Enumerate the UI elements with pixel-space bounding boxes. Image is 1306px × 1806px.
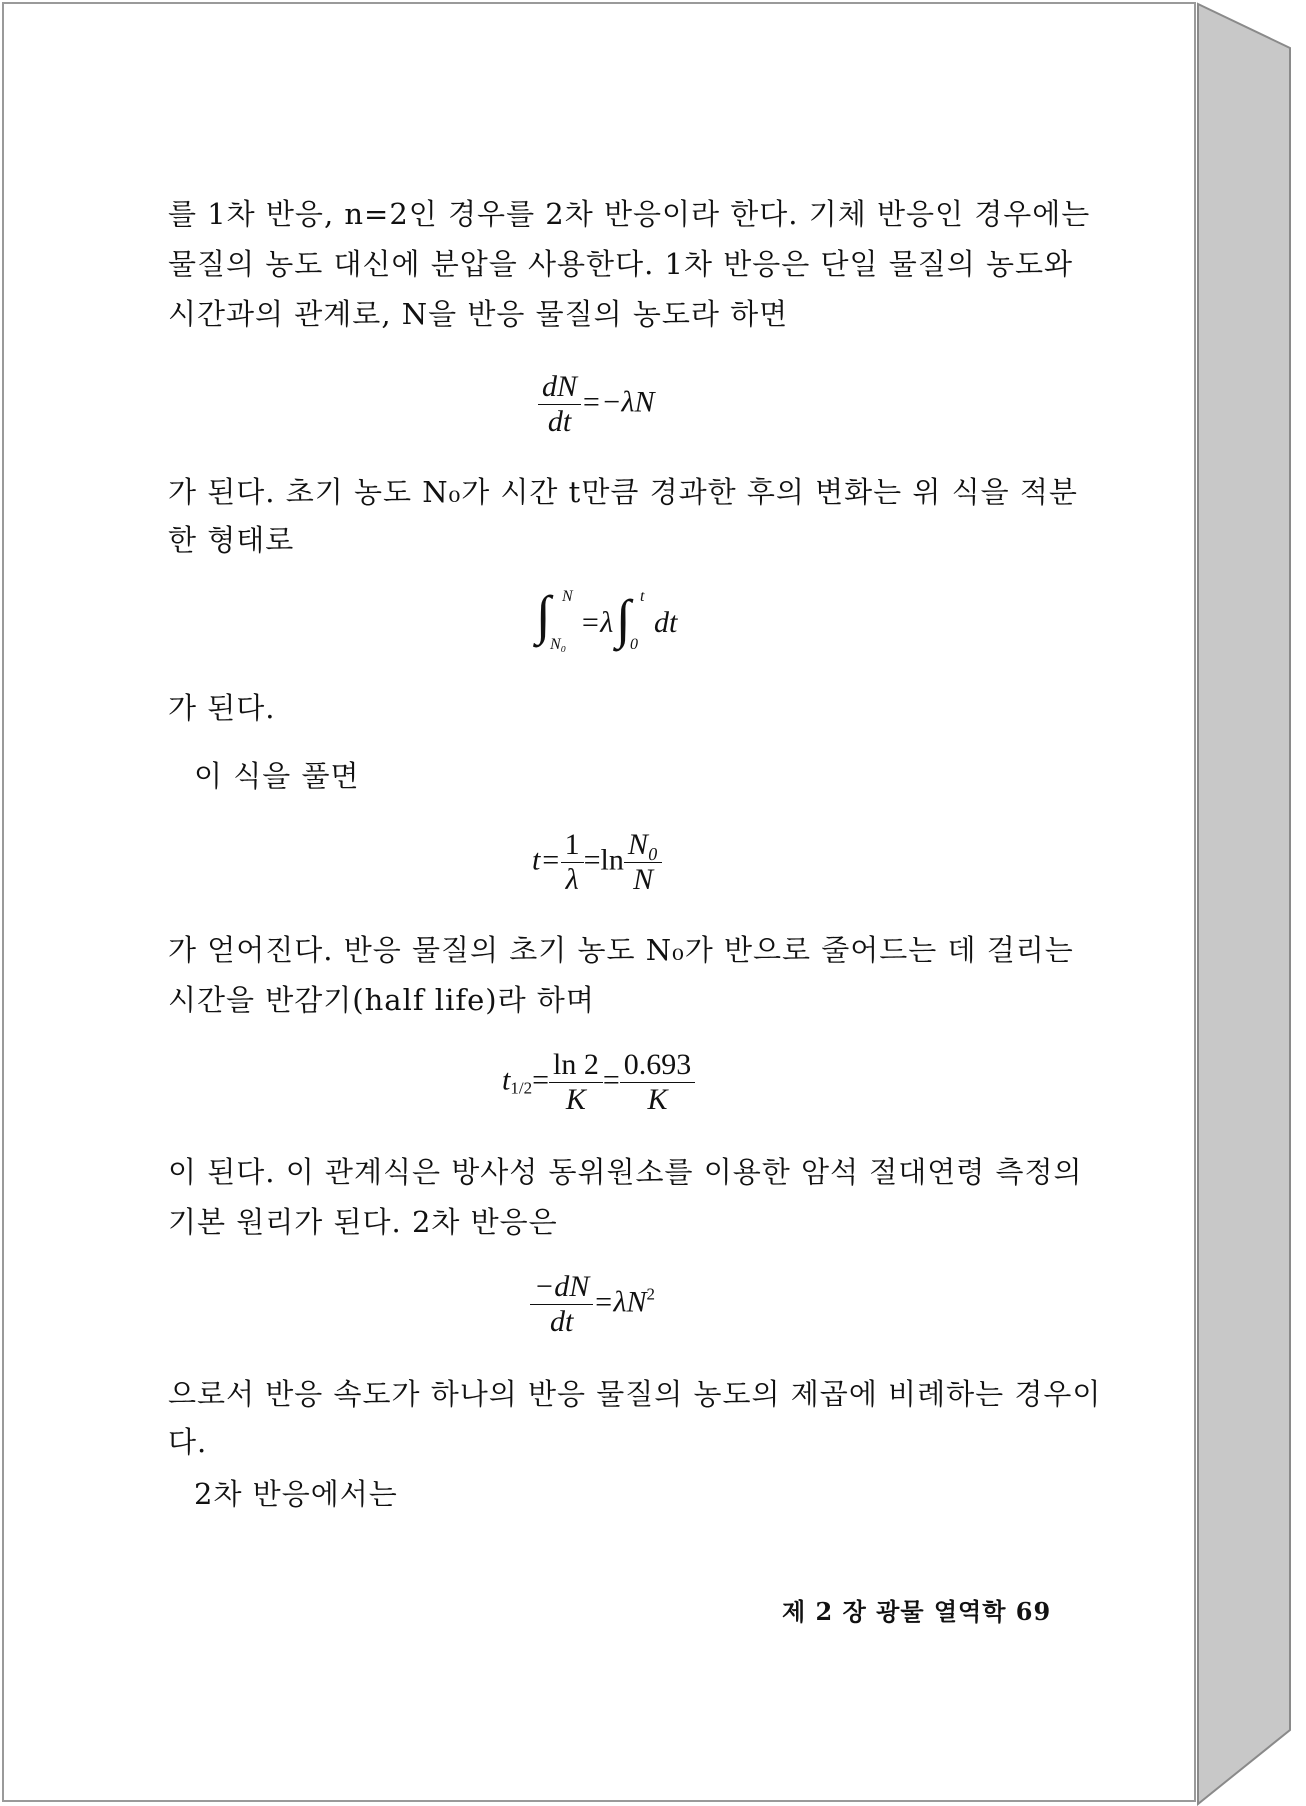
- fraction-n0-over-n: [624, 828, 662, 897]
- fraction-ln2-over-k: [549, 1048, 603, 1117]
- integral-tail: dt: [654, 606, 678, 639]
- text-line-1: 를 1차 반응, n=2인 경우를 2차 반응이라 한다. 기체 반응인 경우에는: [168, 197, 1091, 231]
- fraction-0693-over-k: [620, 1048, 696, 1117]
- page-stack-side: [1198, 4, 1290, 1804]
- equation-lhs: t=: [532, 843, 561, 877]
- equation-lhs-subscript: 1/2: [510, 1078, 533, 1098]
- integral-lower-limit-1: N₀: [550, 636, 567, 653]
- integral-middle: =λ: [580, 606, 614, 639]
- integral-upper-limit-1: N: [562, 588, 573, 605]
- fraction-one-over-lambda: [561, 828, 584, 897]
- equation-rhs: =−λN: [581, 385, 655, 419]
- denominator: K: [565, 1083, 586, 1116]
- fraction-minus-dn-dt: [530, 1270, 593, 1339]
- equation-lhs: t: [502, 1063, 511, 1097]
- text-line-9: 시간을 반감기(half life)라 하며: [168, 983, 595, 1017]
- numerator: 0.693: [620, 1048, 696, 1083]
- denominator: N: [633, 863, 654, 896]
- integral-lower-limit-2: 0: [630, 636, 638, 653]
- equation-integral: [536, 585, 716, 668]
- numerator: dN: [538, 370, 581, 405]
- fraction-dn-dt: [538, 370, 581, 439]
- text-line-12: 으로서 반응 속도가 하나의 반응 물질의 농도의 제곱에 비례하는 경우이: [168, 1377, 1102, 1411]
- denominator: dt: [549, 1305, 574, 1338]
- equation-ln: =ln: [583, 843, 624, 877]
- integral-sign-1: ∫: [536, 585, 551, 645]
- equals-sign: =: [532, 1063, 549, 1097]
- denominator: dt: [547, 405, 572, 438]
- numerator: 1: [561, 828, 584, 863]
- text-line-6: 가 된다.: [168, 691, 276, 725]
- equation-time-solution: [532, 828, 662, 897]
- text-line-13: 다.: [168, 1425, 208, 1459]
- text-line-3: 시간과의 관계로, N을 반응 물질의 농도라 하면: [168, 297, 789, 331]
- equation-first-order-rate: [538, 370, 655, 439]
- text-line-8: 가 얻어진다. 반응 물질의 초기 농도 N₀가 반으로 줄어드는 데 걸리는: [168, 933, 1074, 967]
- text-line-7: 이 식을 풀면: [194, 759, 360, 793]
- equation-rhs: =λN: [593, 1285, 647, 1319]
- text-line-4: 가 된다. 초기 농도 N₀가 시간 t만큼 경과한 후의 변화는 위 식을 적분: [168, 475, 1078, 509]
- equation-second-order-rate: [530, 1270, 655, 1339]
- text-line-10: 이 된다. 이 관계식은 방사성 동위원소를 이용한 암석 절대연령 측정의: [168, 1155, 1083, 1189]
- denominator: λ: [565, 863, 579, 896]
- equation-rhs-superscript: 2: [646, 1284, 656, 1304]
- equation-half-life: [502, 1048, 695, 1117]
- denominator: K: [647, 1083, 668, 1116]
- text-line-2: 물질의 농도 대신에 분압을 사용한다. 1차 반응은 단일 물질의 농도와: [168, 247, 1074, 281]
- numerator: −dN: [530, 1270, 593, 1305]
- integral-sign-2: ∫: [616, 589, 631, 649]
- text-line-5: 한 형태로: [168, 523, 295, 557]
- running-footer: 제 2 장 광물 열역학 69: [782, 1597, 1052, 1626]
- numerator: ln 2: [549, 1048, 603, 1083]
- text-line-14: 2차 반응에서는: [194, 1477, 398, 1511]
- text-line-11: 기본 원리가 된다. 2차 반응은: [168, 1205, 558, 1239]
- numerator: N₀: [624, 828, 662, 863]
- equals-sign-2: =: [602, 1063, 620, 1097]
- integral-upper-limit-2: t: [640, 588, 645, 605]
